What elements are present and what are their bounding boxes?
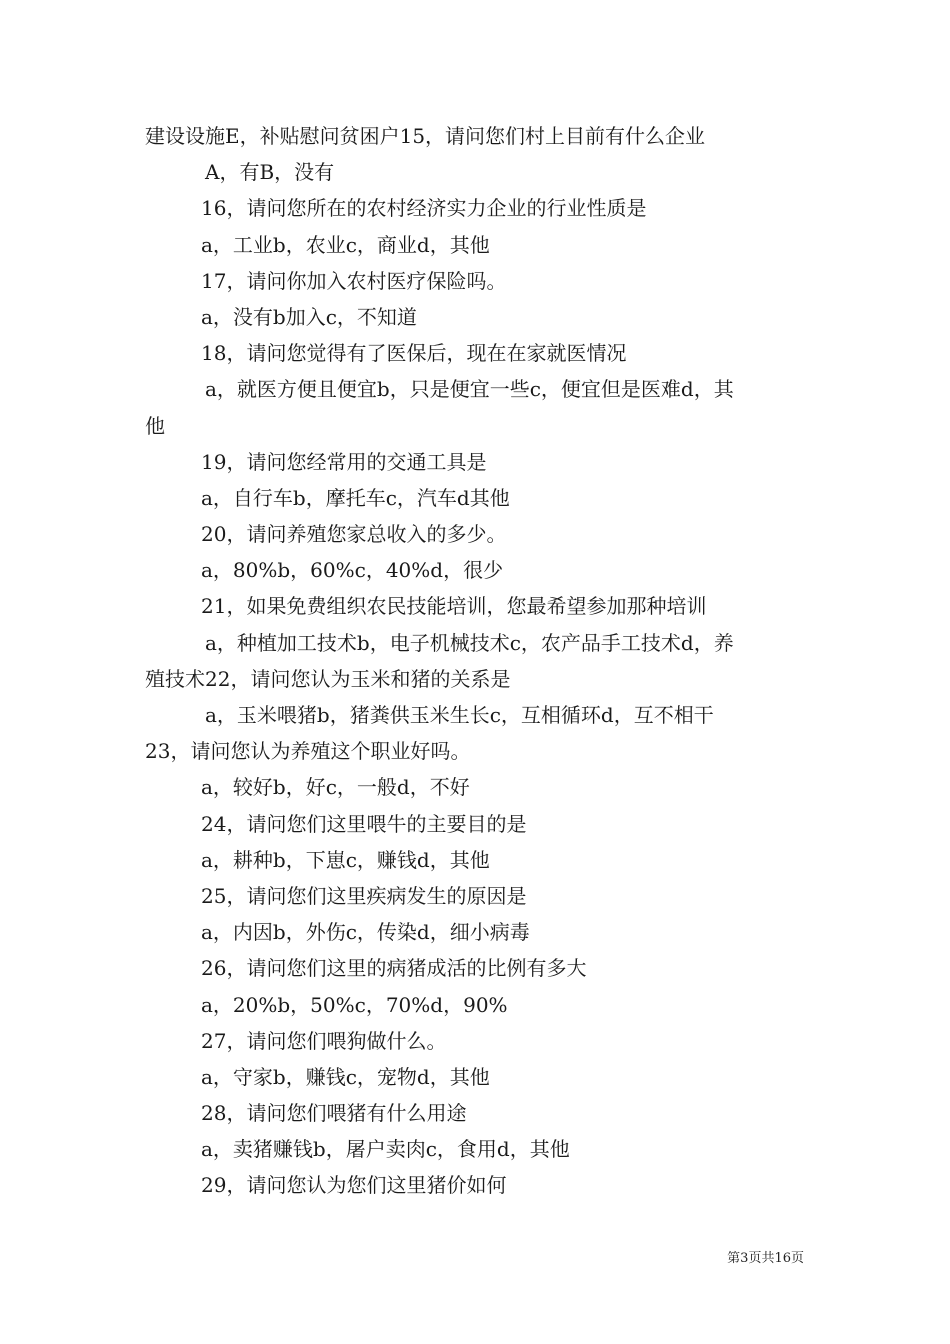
answer-options: a，种植加工技术b，电子机械技术c，农产品手工技术d，养 — [205, 630, 734, 655]
text-line: 建设设施E，补贴慰问贫困户15，请问您们村上目前有什么企业 — [145, 124, 706, 148]
answer-options-continued: 他 — [145, 413, 165, 438]
answer-options: a，内因b，外伤c，传染d，细小病毒 — [201, 920, 530, 945]
answer-options: a，20%b，50%c，70%d，90% — [201, 992, 508, 1017]
question-17: 17，请问你加入农村医疗保险吗。 — [201, 268, 507, 293]
question-19: 19，请问您经常用的交通工具是 — [201, 449, 487, 474]
question-27: 27，请问您们喂狗做什么。 — [201, 1028, 447, 1053]
question-26: 26，请问您们这里的病猪成活的比例有多大 — [201, 956, 587, 981]
answer-options: a，较好b，好c，一般d，不好 — [201, 775, 470, 800]
question-21: 21，如果免费组织农民技能培训，您最希望参加那种培训 — [201, 594, 707, 619]
answer-options: a，卖猪赚钱b，屠户卖肉c，食用d，其他 — [201, 1137, 570, 1162]
document-body — [145, 118, 810, 1204]
question-16: 16，请问您所在的农村经济实力企业的行业性质是 — [201, 196, 647, 221]
page-number: 第3页共16页 — [727, 1251, 804, 1266]
question-23: 23，请问您认为养殖这个职业好吗。 — [145, 739, 471, 764]
answer-options: a，自行车b，摩托车c，汽车d其他 — [201, 485, 510, 510]
answer-options: A，有B，没有 — [205, 160, 335, 185]
answer-options: a，耕种b，下崽c，赚钱d，其他 — [201, 847, 490, 872]
question-24: 24，请问您们这里喂牛的主要目的是 — [201, 811, 527, 836]
answer-options: a，守家b，赚钱c，宠物d，其他 — [201, 1064, 490, 1089]
answer-options: a，80%b，60%c，40%d，很少 — [201, 558, 504, 583]
question-29: 29，请问您认为您们这里猪价如何 — [201, 1173, 507, 1198]
answer-options-continued: 殖技术22，请问您认为玉米和猪的关系是 — [145, 666, 511, 691]
answer-options: a，就医方便且便宜b，只是便宜一些c，便宜但是医难d，其 — [205, 377, 734, 402]
question-25: 25，请问您们这里疾病发生的原因是 — [201, 883, 527, 908]
answer-options: a，玉米喂猪b，猪粪供玉米生长c，互相循环d，互不相干 — [205, 703, 714, 727]
question-18: 18，请问您觉得有了医保后，现在在家就医情况 — [201, 341, 627, 366]
question-28: 28，请问您们喂猪有什么用途 — [201, 1101, 467, 1126]
answer-options: a，工业b，农业c，商业d，其他 — [201, 232, 490, 257]
question-20: 20，请问养殖您家总收入的多少。 — [201, 522, 507, 547]
answer-options: a，没有b加入c，不知道 — [201, 304, 417, 329]
